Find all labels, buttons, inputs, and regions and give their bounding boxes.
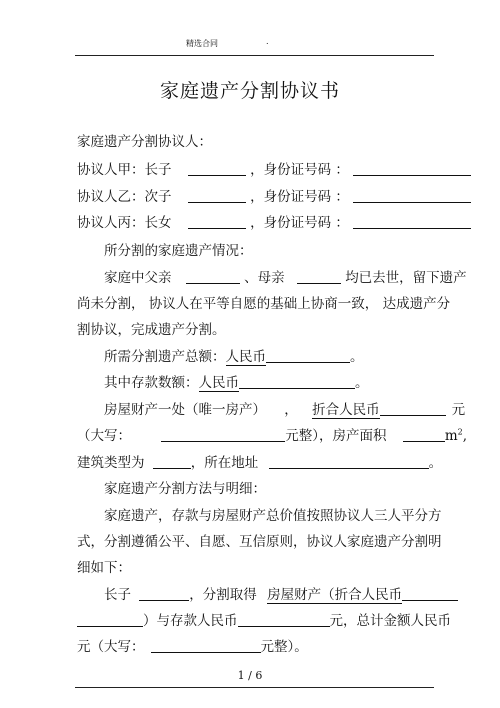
eldest-line1 [104,583,458,603]
eldest-total-label: 元，总计金额人民币 [329,613,451,629]
eldest-deposit-label: ）与存款人民币 [143,613,238,629]
method-line1: 家庭遗产，存款与房屋财产总价值按照协议人三人平分方 [104,508,442,524]
eldest-deposit-field[interactable] [238,613,330,627]
party-c-name-field[interactable] [188,215,246,229]
party-c-id-field[interactable] [353,215,471,229]
party-row-a [77,158,471,178]
party-a-name-field[interactable] [188,162,246,176]
house-addr-label: ，所在地址 [190,455,259,471]
party-b-name-field[interactable] [188,189,246,203]
house-unit: 元 [451,402,466,418]
eldest-name-field[interactable] [139,587,189,601]
page-number: 1 / 6 [237,669,263,682]
house-daxie-label: （大写： [77,428,131,444]
document-title: 家庭遗产分割协议书 [159,80,340,102]
party-row-c [77,211,471,231]
parties-heading: 家庭遗产分割协议人： [77,134,212,150]
party-c-id-label: ，身份证号码 ： [250,215,349,231]
deposit-amount-field[interactable] [239,375,355,389]
party-b-id-field[interactable] [353,189,471,203]
total-label: 所需分割遗产总额： [104,349,226,365]
page-header [0,36,500,56]
deposit-line [104,371,369,391]
para1-line1 [104,266,467,286]
house-comma: ， [284,402,298,418]
father-label: 家庭中父亲 [104,270,172,286]
para1-line2: 尚未分割， 协议人在平等自愿的基础上协商一致， 达成遗产分 [77,296,451,312]
eldest-house-label: 房屋财产（折合人民币 [267,587,403,603]
party-c-label: 协议人丙：长女 [77,215,172,231]
house-sup: 2 [457,427,463,437]
house-area-label: 元整），房产面积 [285,428,387,444]
eldest-house-field[interactable] [402,587,458,601]
house-line3 [77,451,442,471]
deposit-label: 其中存款数额： [104,375,199,391]
house-comma2: , [462,428,468,444]
house-end: 。 [428,455,443,471]
party-b-label: 协议人乙：次子 [77,189,172,205]
house-label: 房屋财产一处（唯一房产） [104,402,266,418]
eldest-obtain-label: ，分割取得 [189,587,257,603]
party-row-b [77,185,471,205]
mother-label: 、母亲 [244,270,285,286]
house-area-field[interactable] [403,428,445,442]
party-a-id-label: ，身份证号码 ： [250,162,349,178]
total-line [104,345,364,365]
method-line2: 式，分割遵循公平、自愿、互信原则，协议人家庭遗产分割明 [77,534,442,550]
total-amount-field[interactable] [266,349,350,363]
house-type-label: 建筑类型为 [77,455,145,471]
house-m2: m [444,428,458,444]
party-b-id-label: ，身份证号码 ： [250,189,349,205]
eldest-daxie-label: 元（大写： [77,639,145,655]
house-rmb-label: 折合人民币 [312,402,380,418]
house-rmb-field[interactable] [380,402,446,416]
total-currency: 人民币 [225,349,266,365]
eldest-line3 [77,635,308,655]
header-dot: . [266,37,269,46]
mother-name-field[interactable] [297,270,341,284]
footer-rule [75,687,434,688]
house-addr-field[interactable] [269,455,429,469]
house-line2 [77,424,467,444]
house-type-field[interactable] [153,455,191,469]
party-a-id-field[interactable] [353,162,471,176]
estate-heading: 所分割的家庭遗产情况： [104,243,253,259]
header-rule [75,55,434,56]
deposit-end: 。 [355,375,369,391]
eldest-daxie-field[interactable] [151,639,261,653]
father-name-field[interactable] [186,270,240,284]
header-label: 精选合同 [186,39,218,48]
method-line3: 细如下： [77,560,131,576]
method-heading: 家庭遗产分割方法与明细： [104,481,266,497]
house-line1 [104,398,465,418]
eldest-daxie-end: 元整）。 [260,639,308,655]
deceased-text: 均已去世，留下遗产 [345,270,467,286]
party-a-label: 协议人甲：长子 [77,162,172,178]
house-daxie-field[interactable] [161,428,285,442]
para1-line3: 割协议，完成遗产分割。 [77,322,226,338]
eldest-line2 [77,609,451,629]
eldest-label: 长子 [104,587,131,603]
deposit-currency: 人民币 [198,375,239,391]
eldest-house-field-cont[interactable] [77,613,143,627]
total-end: 。 [350,349,364,365]
